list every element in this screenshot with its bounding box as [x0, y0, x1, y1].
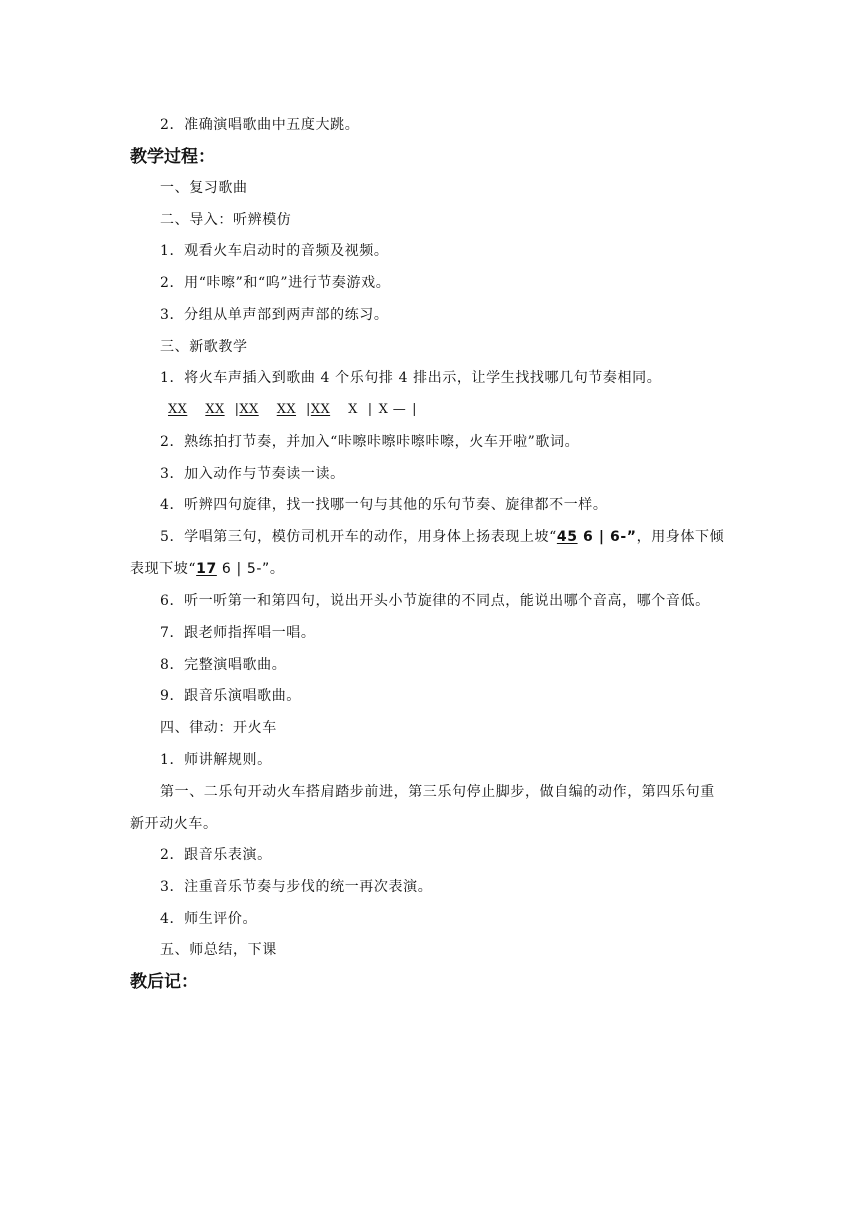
new-song-item-1: 1．将火车声插入到歌曲 4 个乐句排 4 排出示，让学生找找哪几句节奏相同。	[160, 370, 662, 386]
item5-text-c: 表现下坡“	[130, 561, 197, 577]
step-introduction: 二、导入：听辨模仿	[160, 212, 292, 228]
new-song-item-4: 4．听辨四句旋律，找一找哪一句与其他的乐句节奏、旋律都不一样。	[160, 497, 608, 513]
item5-notes-down: 17	[196, 561, 217, 577]
goal-item-2: 2．准确演唱歌曲中五度大跳。	[160, 117, 360, 133]
rhythm-barline-3: |	[367, 402, 373, 417]
step-review-song: 一、复习歌曲	[160, 180, 248, 196]
rule-paragraph-line1: 第一、二乐句开动火车搭肩踏步前进，第三乐句停止脚步，做自编的动作，第四乐句重	[160, 784, 715, 800]
teaching-process-heading: 教学过程：	[130, 147, 215, 167]
rhythm-group-3: XX	[239, 402, 259, 417]
rhythm-group-6: X	[348, 402, 358, 417]
new-song-item-7: 7．跟老师指挥唱一唱。	[160, 625, 316, 641]
rhythm-barline-2: |	[306, 402, 311, 417]
movement-item-2: 2．跟音乐表演。	[160, 847, 272, 863]
after-class-notes-heading: 教后记：	[130, 972, 198, 992]
rhythm-group-5: XX	[310, 402, 331, 417]
rhythm-group-4: XX	[276, 402, 297, 417]
rhythm-group-1: XX	[168, 402, 188, 417]
movement-item-1: 1．师讲解规则。	[160, 752, 272, 768]
new-song-item-2: 2．熟练拍打节奏，并加入“咔嚓咔嚓咔嚓咔嚓，火车开啦”歌词。	[160, 434, 580, 450]
item5-text-a: 5．学唱第三句，模仿司机开车的动作，用身体上扬表现上坡“	[160, 529, 557, 545]
item5-notes-down-rest: 6 | 5-”。	[216, 561, 285, 577]
rhythm-notation	[168, 401, 417, 419]
step-rhythm-movement: 四、律动：开火车	[160, 720, 277, 736]
rhythm-barline-4: |	[412, 402, 417, 417]
step-summary: 五、师总结，下课	[160, 942, 277, 958]
new-song-item-5-line2	[130, 560, 284, 578]
step-new-song: 三、新歌教学	[160, 339, 248, 355]
item5-notes-up-rest: 6 | 6-”	[577, 529, 637, 545]
intro-item-1: 1．观看火车启动时的音频及视频。	[160, 243, 389, 259]
item5-notes-up: 45	[556, 529, 578, 545]
item5-text-b: ，用身体下倾	[636, 529, 725, 545]
rule-paragraph-line2: 新开动火车。	[130, 816, 218, 832]
intro-item-3: 3．分组从单声部到两声部的练习。	[160, 307, 389, 323]
movement-item-4: 4．师生评价。	[160, 911, 258, 927]
rhythm-barline-1: |	[234, 402, 240, 417]
new-song-item-9: 9．跟音乐演唱歌曲。	[160, 688, 301, 704]
new-song-item-5-line1	[160, 528, 724, 546]
new-song-item-3: 3．加入动作与节奏读一读。	[160, 466, 345, 482]
new-song-item-6: 6．听一听第一和第四句，说出开头小节旋律的不同点，能说出哪个音高，哪个音低。	[160, 593, 710, 609]
intro-item-2: 2．用“咔嚓”和“呜”进行节奏游戏。	[160, 275, 391, 291]
movement-item-3: 3．注重音乐节奏与步伐的统一再次表演。	[160, 879, 433, 895]
new-song-item-8: 8．完整演唱歌曲。	[160, 657, 287, 673]
rhythm-group-2: XX	[205, 402, 225, 417]
rhythm-group-7: X —	[378, 402, 407, 417]
